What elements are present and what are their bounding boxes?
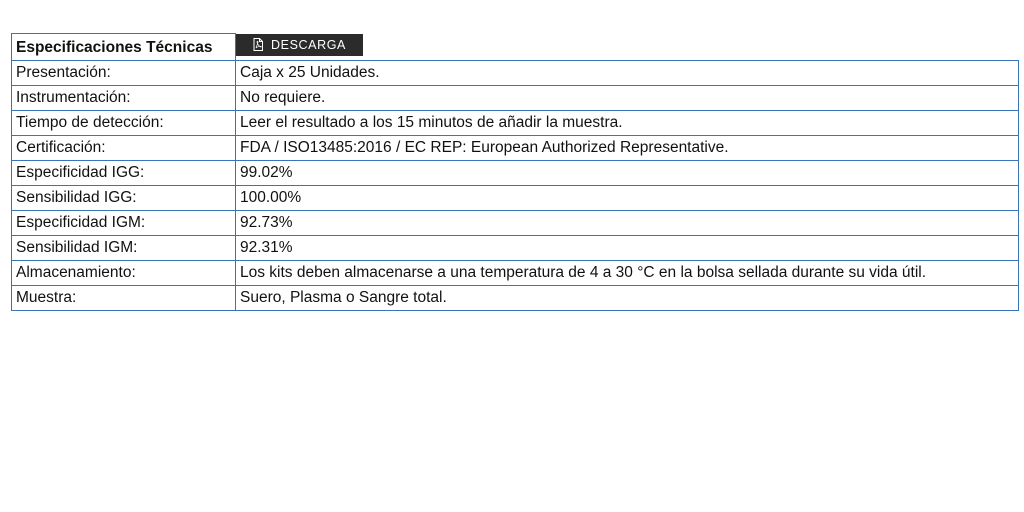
row-label: Presentación: [12, 61, 236, 86]
table-row [12, 136, 1019, 161]
row-value: 92.31% [236, 236, 1019, 261]
row-label: Sensibilidad IGG: [12, 186, 236, 211]
row-value: Caja x 25 Unidades. [236, 61, 1019, 86]
row-label: Especificidad IGM: [12, 211, 236, 236]
row-value: 100.00% [236, 186, 1019, 211]
table-row [12, 111, 1019, 136]
download-button-label: DESCARGA [271, 37, 346, 52]
row-label: Muestra: [12, 286, 236, 311]
table-row [12, 211, 1019, 236]
row-label: Especificidad IGG: [12, 161, 236, 186]
row-value: 92.73% [236, 211, 1019, 236]
row-label: Instrumentación: [12, 86, 236, 111]
row-value: No requiere. [236, 86, 1019, 111]
row-label: Sensibilidad IGM: [12, 236, 236, 261]
specifications-table [11, 33, 1019, 311]
row-value: Los kits deben almacenarse a una temperatura de 4 a 30 °C en la bolsa sellada durante su vida útil. [236, 261, 1019, 286]
table-row [12, 86, 1019, 111]
row-label: Almacenamiento: [12, 261, 236, 286]
table-row [12, 186, 1019, 211]
table-row [12, 236, 1019, 261]
header-button-cell [236, 34, 1019, 61]
table-header-row [12, 34, 1019, 61]
row-value: Suero, Plasma o Sangre total. [236, 286, 1019, 311]
table-title: Especificaciones Técnicas [12, 34, 236, 61]
row-value: Leer el resultado a los 15 minutos de añadir la muestra. [236, 111, 1019, 136]
row-label: Certificación: [12, 136, 236, 161]
row-value: FDA / ISO13485:2016 / EC REP: European Authorized Representative. [236, 136, 1019, 161]
row-value: 99.02% [236, 161, 1019, 186]
table-row [12, 61, 1019, 86]
table-row [12, 161, 1019, 186]
download-button[interactable] [236, 34, 363, 56]
row-label: Tiempo de detección: [12, 111, 236, 136]
pdf-file-icon [253, 38, 263, 51]
table-row [12, 286, 1019, 311]
table-row [12, 261, 1019, 286]
